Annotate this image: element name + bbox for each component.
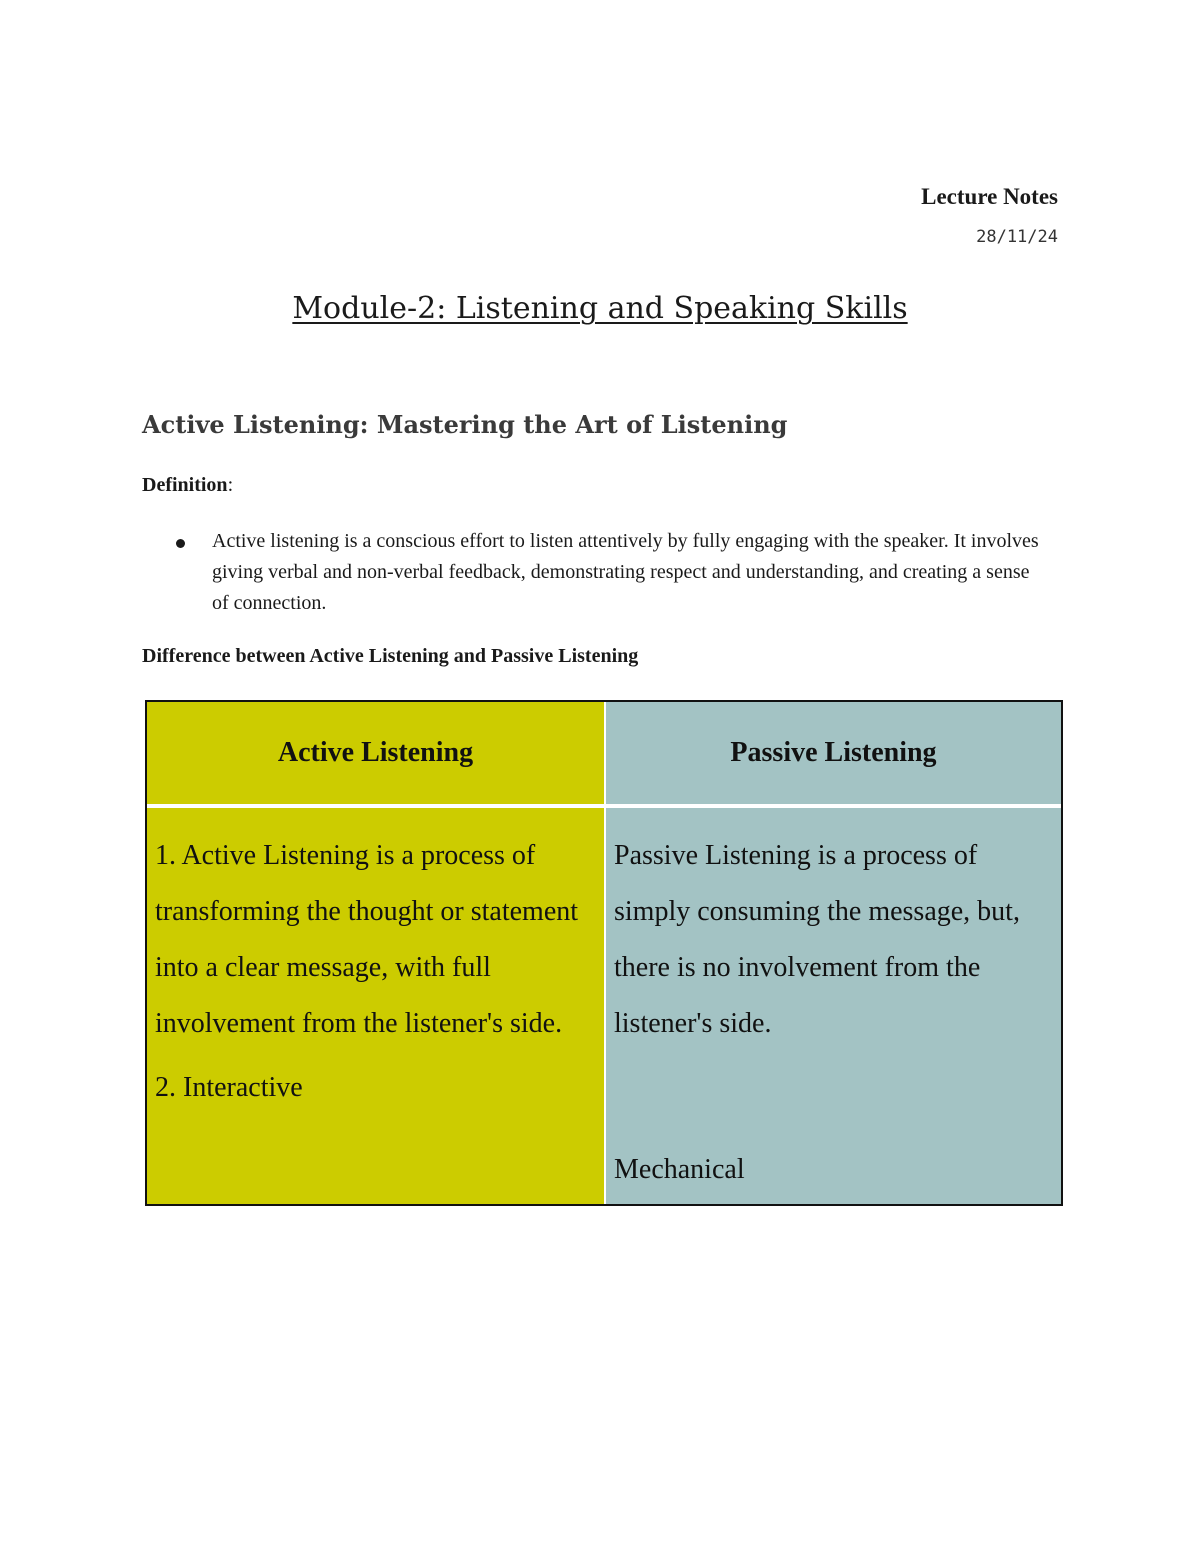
list-item [142, 526, 1042, 619]
definition-colon: : [227, 474, 234, 496]
page-title: Module-2: Listening and Speaking Skills [292, 291, 908, 326]
section-heading: Active Listening: Mastering the Art of Listening [142, 410, 788, 439]
definition-label [142, 472, 233, 498]
bullet-text: Active listening is a conscious effort to listen attentively by fully engaging with the speaker. It involves giving verbal and non-verbal feedback, demonstrating respect and understanding, and creating a sense of connection. [212, 530, 1039, 614]
difference-heading: Difference between Active Listening and Passive Listening [142, 645, 639, 667]
table-header-active: Active Listening [147, 702, 606, 808]
header-label: Lecture Notes [921, 184, 1058, 209]
active-point-2: 2. Interactive [155, 1072, 303, 1103]
definition-label-text: Definition [142, 474, 228, 496]
table-cell-passive [606, 808, 1061, 1204]
table-cell-active [147, 808, 606, 1204]
bullet-icon [176, 539, 185, 548]
document-header [921, 183, 1058, 248]
active-point-1: 1. Active Listening is a process of transforming the thought or statement into a clear message, with full involvement from the listener's side. [155, 840, 579, 1039]
header-date: 28/11/24 [976, 227, 1058, 247]
definition-list [142, 526, 1042, 619]
passive-point-1: Passive Listening is a process of simply consuming the message, but, there is no involvement from the listener's side. [614, 840, 1020, 1039]
comparison-table [145, 700, 1063, 1206]
passive-point-2: Mechanical [614, 1154, 745, 1185]
table-header-passive: Passive Listening [606, 702, 1061, 808]
